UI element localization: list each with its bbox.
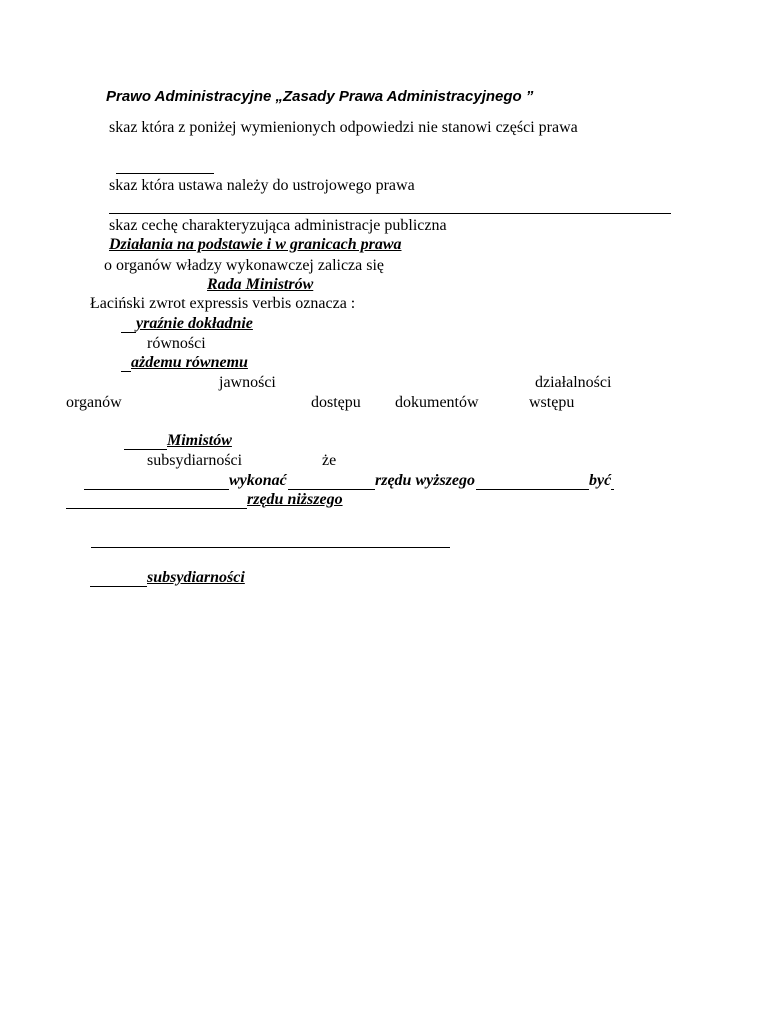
answer-9-rzedu-wyzszego: rzędu wyższego bbox=[375, 472, 476, 489]
question-7-jawnosci: jawności bbox=[219, 374, 276, 391]
question-9-subsydiarnosci: subsydiarności bbox=[147, 452, 243, 469]
answer-blank-line bbox=[116, 173, 214, 174]
answer-9-wykonac: wykonać bbox=[229, 472, 287, 489]
question-3-text: skaz cechę charakteryzująca administracje publiczna bbox=[109, 217, 447, 234]
answer-10-text: subsydiarności bbox=[147, 569, 245, 586]
answer-4-text: Rada Ministrów bbox=[207, 276, 314, 293]
answer-blank-line bbox=[90, 586, 147, 587]
answer-5-text: yraźnie dokładnie bbox=[136, 315, 253, 332]
answer-blank-line bbox=[109, 213, 671, 214]
question-7-dokumentow: dokumentów bbox=[395, 394, 479, 411]
answer-blank-line bbox=[121, 371, 131, 372]
question-9-ze: że bbox=[322, 452, 337, 469]
answer-9-rzedu-nizszego: rzędu niższego bbox=[247, 491, 343, 508]
answer-blank-line bbox=[124, 449, 167, 450]
question-7-wstepu: wstępu bbox=[529, 394, 575, 411]
answer-blank-line bbox=[66, 508, 247, 509]
answer-9-byc: być bbox=[589, 472, 612, 489]
answer-blank-line bbox=[84, 489, 614, 490]
answer-8-text: Mimistów bbox=[167, 432, 232, 449]
answer-3-text: Działania na podstawie i w granicach prawa bbox=[109, 236, 402, 253]
question-4-text: o organów władzy wykonawczej zalicza się bbox=[104, 257, 385, 274]
answer-6-text: ażdemu równemu bbox=[131, 354, 248, 371]
question-5-text: Łaciński zwrot expressis verbis oznacza : bbox=[90, 295, 356, 312]
question-2-text: skaz która ustawa należy do ustrojowego prawa bbox=[109, 177, 415, 194]
answer-blank-line bbox=[121, 332, 136, 333]
question-7-organow: organów bbox=[66, 394, 122, 411]
question-1-text: skaz która z poniżej wymienionych odpowiedzi nie stanowi części prawa bbox=[109, 119, 578, 136]
question-7-dostepu: dostępu bbox=[311, 394, 361, 411]
question-7-dzialalnosci: działalności bbox=[535, 374, 612, 391]
document-title: Prawo Administracyjne „Zasady Prawa Administracyjnego ” bbox=[106, 88, 534, 105]
question-6-text: równości bbox=[147, 335, 206, 352]
answer-blank-line bbox=[91, 547, 450, 548]
